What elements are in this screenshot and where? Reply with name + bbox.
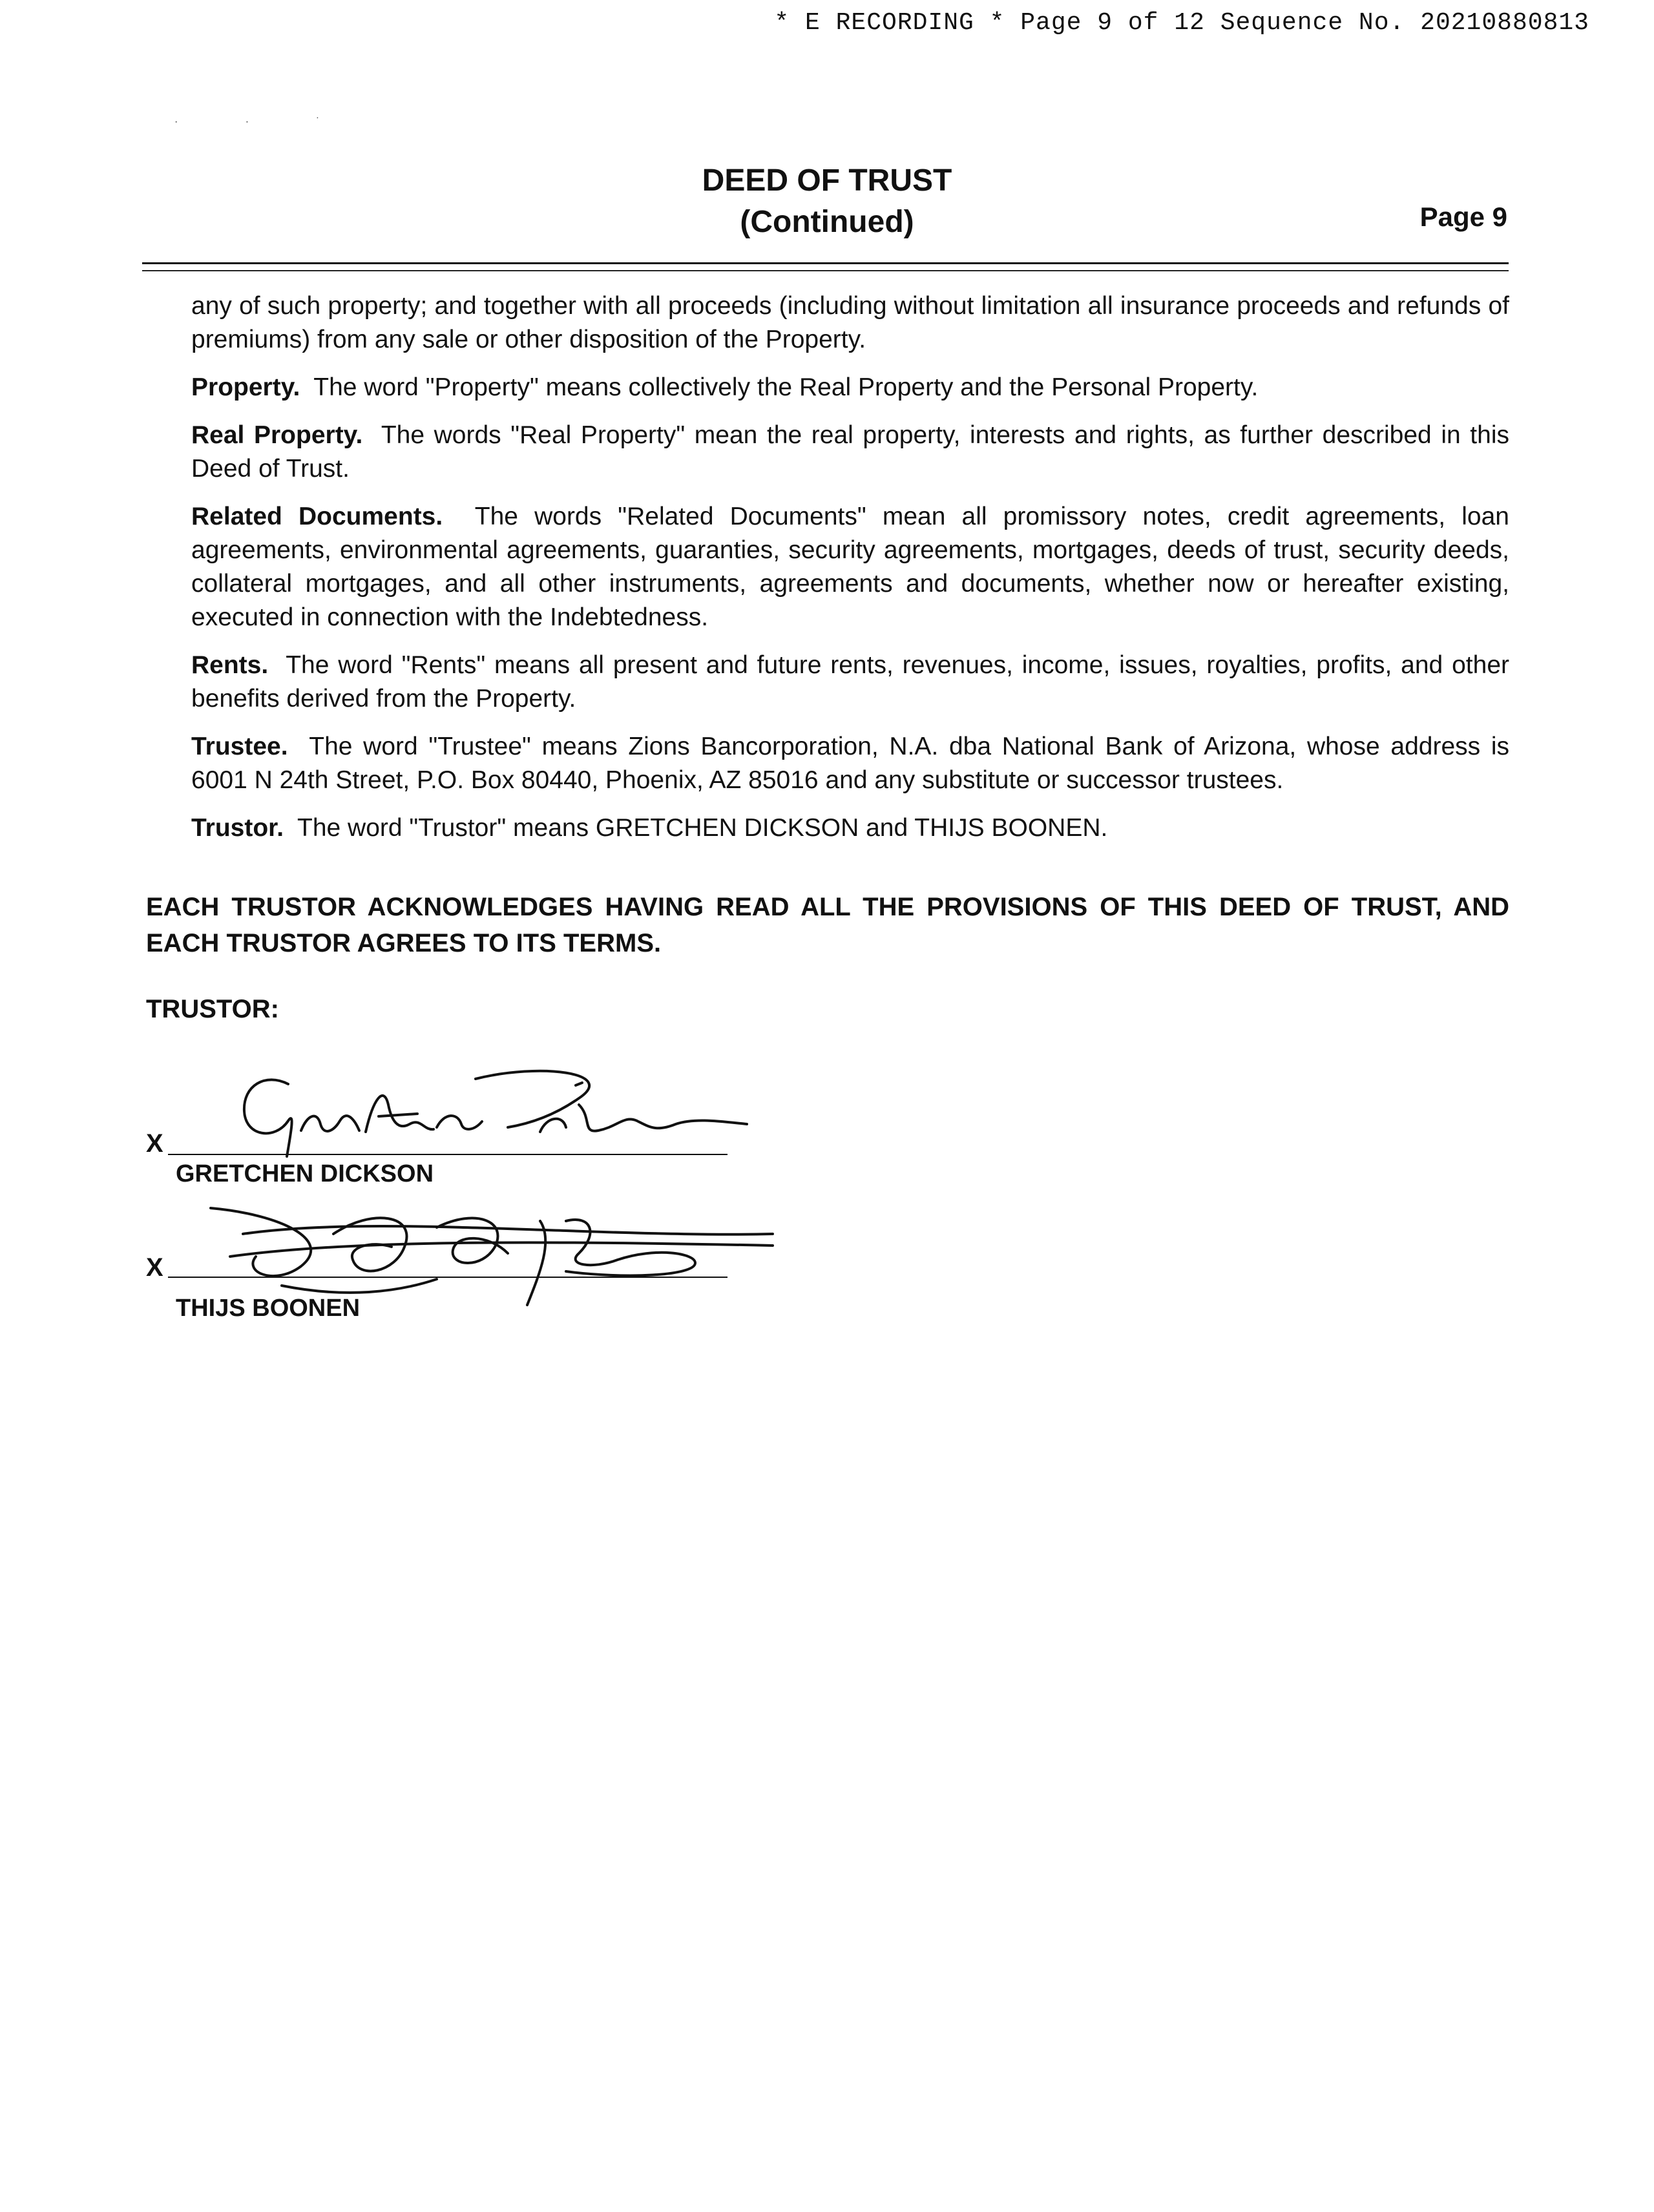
- definition-text: The word "Trustor" means GRETCHEN DICKSON and THIJS BOONEN.: [297, 814, 1108, 842]
- header-rule: [142, 262, 1509, 264]
- definition-term: Trustee.: [191, 733, 288, 760]
- acknowledgement-statement: EACH TRUSTOR ACKNOWLEDGES HAVING READ ALL THE PROVISIONS OF THIS DEED OF TRUST, AND EACH TRUSTOR AGREES TO ITS TERMS.: [146, 893, 1509, 957]
- signature-line: [168, 1277, 728, 1278]
- definition-trustor: [191, 811, 1509, 845]
- definition-term: Real Property.: [191, 421, 363, 449]
- definitions-section: [191, 289, 1509, 859]
- definition-text: The words "Related Documents" mean all promissory notes, credit agreements, loan agreements, environmental agreements, guaranties, security agreements, mortgages, deeds of trust, security deeds, collateral mortgages, and all other instruments, agreements and documents, whether now or hereafter existing, executed in connection with the Indebtedness.: [191, 503, 1509, 631]
- scan-artifact: · · ˙: [174, 116, 352, 127]
- recording-header: * E RECORDING * Page 9 of 12 Sequence No. 20210880813: [774, 9, 1589, 37]
- definition-rents: [191, 649, 1509, 716]
- definition-text: The word "Rents" means all present and future rents, revenues, income, issues, royalties, profits, and other benefits derived from the Property.: [191, 651, 1509, 713]
- document-subtitle: (Continued): [740, 205, 914, 239]
- definition-text: The words "Real Property" mean the real property, interests and rights, as further described in this Deed of Trust.: [191, 421, 1509, 483]
- definition-real-property: [191, 419, 1509, 486]
- definition-property: [191, 371, 1509, 404]
- signature-line: [168, 1154, 728, 1155]
- intro-paragraph: any of such property; and together with all proceeds (including without limitation all insurance proceeds and refunds of premiums) from any sale or other disposition of the Property.: [191, 292, 1509, 353]
- signer-name: GRETCHEN DICKSON: [176, 1160, 434, 1187]
- signature-mark: X: [146, 1129, 163, 1158]
- signature-mark: X: [146, 1253, 163, 1282]
- signer-name: THIJS BOONEN: [176, 1295, 361, 1322]
- signature-block-gretchen: [146, 1059, 728, 1202]
- header-rule-thin: [142, 270, 1509, 271]
- document-title: DEED OF TRUST: [702, 163, 952, 198]
- definition-text: The word "Trustee" means Zions Bancorporation, N.A. dba National Bank of Arizona, whose address is 6001 N 24th Street, P.O. Box 80440, Phoenix, AZ 85016 and any substitute or successor trustees.: [191, 733, 1509, 794]
- definition-term: Rents.: [191, 651, 269, 679]
- definition-trustee: [191, 730, 1509, 797]
- definition-text: The word "Property" means collectively the Real Property and the Personal Property.: [313, 373, 1259, 401]
- definition-related-documents: [191, 500, 1509, 634]
- definition-term: Trustor.: [191, 814, 284, 842]
- document-title-block: [0, 160, 1654, 243]
- definition-term: Property.: [191, 373, 300, 401]
- definition-term: Related Documents.: [191, 503, 443, 530]
- signature-gretchen-dickson: [204, 1059, 773, 1169]
- trustor-heading: TRUSTOR:: [146, 995, 279, 1023]
- signature-block-thijs: [146, 1202, 728, 1344]
- page-label: Page 9: [1419, 202, 1507, 232]
